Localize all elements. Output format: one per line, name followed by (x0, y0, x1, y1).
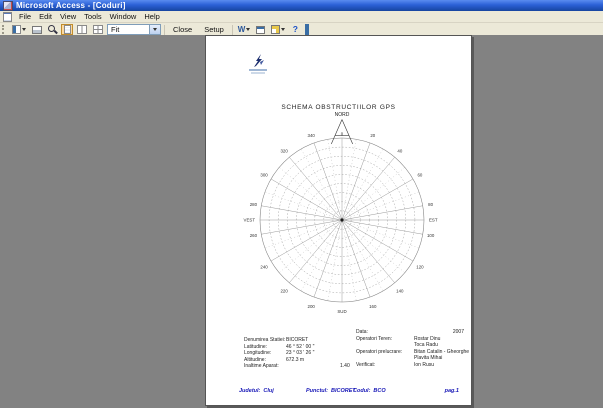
info-value: Toca Radu (414, 342, 438, 348)
svg-text:SUD: SUD (337, 309, 347, 314)
svg-text:0: 0 (340, 131, 344, 137)
info-value: Bitan Catalin - Gheorghe (414, 348, 470, 355)
svg-text:60: 60 (417, 172, 423, 178)
institution-logo (246, 53, 270, 74)
station-info-right (356, 329, 470, 368)
info-row (356, 362, 466, 369)
info-value: Rostar Dinu (414, 335, 441, 342)
info-label: Operatori prelucrare: (356, 348, 403, 355)
svg-text:80: 80 (428, 201, 434, 207)
menu-item-window[interactable]: Window (109, 12, 137, 21)
setup-button[interactable]: Setup (204, 25, 224, 34)
report-child-icon[interactable] (3, 12, 12, 22)
database-window-icon (256, 26, 265, 34)
menu-item-view[interactable]: View (60, 12, 77, 21)
one-page-button[interactable] (61, 24, 73, 35)
report-title: SCHEMA OBSTRUCTIILOR GPS (281, 104, 396, 111)
polar-chart (237, 106, 447, 318)
svg-text:20: 20 (370, 132, 376, 138)
info-value: 46 ° 52 ' 00 '' (286, 343, 315, 350)
menu-item-help[interactable]: Help (144, 12, 160, 21)
multiple-pages-icon (93, 25, 103, 34)
database-window-button[interactable] (254, 24, 267, 35)
preview-workspace (0, 35, 603, 408)
design-view-icon (12, 25, 21, 34)
footer-item: Codul: BCO (353, 388, 386, 394)
menu-item-file[interactable]: File (19, 12, 32, 21)
info-row (244, 363, 356, 370)
menu-bar (0, 11, 603, 23)
help-icon: ? (292, 24, 298, 34)
north-label: NORD (334, 112, 350, 118)
logo-mark-icon (252, 53, 265, 68)
svg-text:280: 280 (249, 201, 258, 207)
two-pages-icon (77, 25, 87, 34)
svg-text:300: 300 (260, 172, 268, 178)
info-value: 1.40 (340, 363, 350, 369)
station-info-left (244, 337, 356, 370)
svg-text:200: 200 (307, 304, 315, 310)
svg-text:260: 260 (249, 233, 258, 239)
new-object-icon (271, 25, 280, 34)
info-value: 672.3 m (286, 356, 305, 363)
window-title: Microsoft Access - [Coduri] (16, 1, 126, 10)
info-label: Verificat: (356, 361, 376, 368)
toolbar-grip[interactable] (2, 25, 7, 34)
printer-icon (32, 26, 42, 34)
magnifier-icon (48, 25, 57, 34)
info-value: BICORET (286, 337, 309, 343)
logo-caption (251, 72, 265, 74)
svg-text:100: 100 (426, 233, 435, 239)
title-bar[interactable] (0, 0, 603, 11)
menu-item-tools[interactable]: Tools (84, 12, 102, 21)
footer-item: Punctul: BICORET (306, 388, 356, 394)
help-button[interactable] (289, 24, 301, 35)
svg-text:EST: EST (429, 217, 438, 223)
svg-text:120: 120 (416, 264, 424, 270)
two-pages-button[interactable] (75, 24, 89, 35)
svg-text:140: 140 (396, 288, 404, 294)
multiple-pages-button[interactable] (91, 24, 105, 35)
menu-item-edit[interactable]: Edit (39, 12, 53, 21)
chevron-down-icon (281, 28, 285, 31)
footer-item: Judetul: Cluj (239, 388, 274, 394)
info-value: 2007 (452, 329, 464, 335)
toolbar-end-handle (305, 24, 309, 35)
info-label: Latitudine: (244, 343, 268, 350)
close-button[interactable]: Close (173, 25, 193, 34)
info-label: Longitudine: (244, 350, 272, 356)
access-app-icon (3, 1, 13, 11)
chevron-down-icon (22, 28, 26, 31)
toolbar-separator (164, 25, 165, 35)
footer-item: pag.1 (444, 388, 459, 394)
office-links-button[interactable] (236, 24, 253, 35)
svg-text:40: 40 (397, 148, 403, 154)
view-button[interactable] (10, 24, 28, 35)
svg-text:320: 320 (280, 148, 288, 154)
chevron-down-icon (153, 28, 157, 31)
svg-text:VEST: VEST (243, 217, 255, 223)
svg-text:240: 240 (260, 264, 268, 270)
zoom-value: Fit (111, 25, 120, 34)
svg-text:220: 220 (280, 288, 288, 294)
word-officelinks-icon: W (237, 25, 246, 34)
info-value: Ion Rusu (414, 361, 435, 368)
info-value: Plavita Mihai (414, 355, 443, 361)
info-value: 23 ° 03 ' 26 '' (286, 350, 315, 356)
page-footer (206, 388, 471, 396)
logo-caption (249, 69, 267, 71)
info-label: Operatori Teren: (356, 335, 393, 342)
zoom-combobox[interactable] (107, 24, 161, 35)
menu-items (15, 12, 164, 21)
one-page-icon (64, 25, 71, 34)
info-label: Data: (356, 329, 368, 335)
info-label: Denumirea Statiei: (244, 337, 286, 343)
svg-text:160: 160 (369, 304, 377, 310)
toolbar-separator (232, 25, 233, 35)
info-label: Altitudine: (244, 356, 266, 363)
chevron-down-icon (246, 28, 250, 31)
new-object-button[interactable] (269, 24, 287, 35)
zoom-button[interactable] (46, 24, 59, 35)
zoom-dropdown-button[interactable] (149, 25, 160, 34)
print-button[interactable] (30, 24, 44, 35)
info-label: Inaltime Aparat: (244, 363, 279, 369)
svg-text:340: 340 (307, 132, 315, 138)
report-page[interactable] (205, 35, 472, 406)
